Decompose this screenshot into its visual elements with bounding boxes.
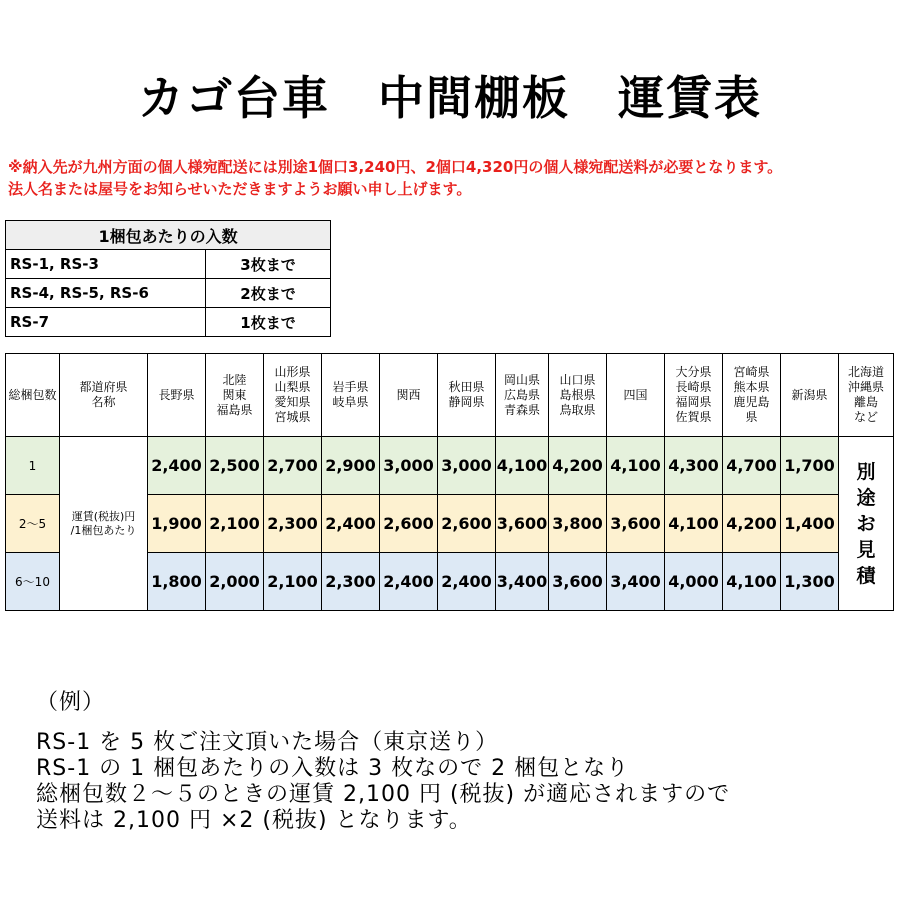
page-title: カゴ台車 中間棚板 運賃表 (138, 71, 762, 125)
example-line: RS-1 の 1 梱包あたりの入数は 3 枚なので 2 梱包となり (36, 756, 630, 781)
rate-cell: 2,400 (380, 553, 438, 611)
rate-cell: 2,400 (148, 437, 206, 495)
rate-cell: 2,700 (264, 437, 322, 495)
shipping-notice (8, 156, 898, 200)
rate-cell: 2,600 (438, 495, 496, 553)
rate-cell: 4,700 (723, 437, 781, 495)
notice-line-2: 法人名または屋号をお知らせいただきますようお願い申し上げます。 (8, 180, 472, 198)
rate-cell: 3,000 (380, 437, 438, 495)
rate-cell: 4,100 (665, 495, 723, 553)
rate-cell: 3,600 (496, 495, 549, 553)
package-count-table (5, 220, 331, 337)
region-header: 新潟県 (781, 354, 839, 437)
region-header: 四国 (607, 354, 665, 437)
package-count: 1枚まで (206, 308, 331, 337)
rate-cell: 2,900 (322, 437, 380, 495)
example-heading: （例） (36, 690, 106, 715)
example-line: 送料は 2,100 円 ×2 (税抜) となります。 (36, 808, 472, 833)
region-header: 山口県 島根県 鳥取県 (549, 354, 607, 437)
tier-header: 総梱包数 (6, 354, 60, 437)
notice-line-1: ※納入先が九州方面の個人様宛配送には別途1個口3,240円、2個口4,320円の個人様宛配送料が必要となります。 (8, 158, 783, 176)
region-header: 山形県 山梨県 愛知県 宮城県 (264, 354, 322, 437)
package-table-header: 1梱包あたりの入数 (6, 221, 331, 250)
rate-row (6, 437, 894, 495)
rate-cell: 2,300 (264, 495, 322, 553)
rate-cell: 2,100 (206, 495, 264, 553)
rate-cell: 3,000 (438, 437, 496, 495)
region-header: 北陸 関東 福島県 (206, 354, 264, 437)
region-header: 大分県 長崎県 福岡県 佐賀県 (665, 354, 723, 437)
region-header: 北海道 沖縄県 離島 など (839, 354, 894, 437)
region-header: 秋田県 静岡県 (438, 354, 496, 437)
rate-cell: 3,600 (549, 553, 607, 611)
package-count: 3枚まで (206, 250, 331, 279)
rate-cell: 1,400 (781, 495, 839, 553)
example-section (36, 690, 896, 834)
unit-label: 運賃(税抜)円 /1梱包あたり (60, 437, 148, 611)
rate-cell: 1,900 (148, 495, 206, 553)
package-count: 2枚まで (206, 279, 331, 308)
rate-cell: 4,200 (723, 495, 781, 553)
rate-cell: 1,300 (781, 553, 839, 611)
rate-cell: 2,100 (264, 553, 322, 611)
rate-cell: 4,000 (665, 553, 723, 611)
rate-cell: 4,100 (607, 437, 665, 495)
rate-cell: 1,700 (781, 437, 839, 495)
region-header: 長野県 (148, 354, 206, 437)
rate-cell: 3,600 (607, 495, 665, 553)
rate-cell: 4,100 (496, 437, 549, 495)
rate-cell: 1,800 (148, 553, 206, 611)
tier-cell: 1 (6, 437, 60, 495)
special-quote-label: 別 途 お 見 積 (839, 437, 894, 611)
rate-cell: 2,500 (206, 437, 264, 495)
rate-cell: 2,600 (380, 495, 438, 553)
example-line: RS-1 を 5 枚ご注文頂いた場合（東京送り） (36, 730, 499, 755)
package-models: RS-4, RS-5, RS-6 (6, 279, 206, 308)
package-models: RS-1, RS-3 (6, 250, 206, 279)
region-header: 岩手県 岐阜県 (322, 354, 380, 437)
rate-cell: 4,200 (549, 437, 607, 495)
example-line: 総梱包数２～５のときの運賃 2,100 円 (税抜) が適応されますので (36, 782, 731, 807)
rate-table-header-row (6, 354, 894, 437)
region-header: 宮崎県 熊本県 鹿児島 県 (723, 354, 781, 437)
tier-cell: 6〜10 (6, 553, 60, 611)
region-header: 岡山県 広島県 青森県 (496, 354, 549, 437)
rate-cell: 3,400 (496, 553, 549, 611)
rate-cell: 4,300 (665, 437, 723, 495)
region-header: 関西 (380, 354, 438, 437)
shipping-rate-table (5, 353, 894, 611)
rate-cell: 3,800 (549, 495, 607, 553)
package-row (6, 308, 331, 337)
rate-cell: 2,400 (438, 553, 496, 611)
rate-cell: 2,300 (322, 553, 380, 611)
package-row (6, 250, 331, 279)
tier-cell: 2〜5 (6, 495, 60, 553)
rate-cell: 3,400 (607, 553, 665, 611)
rate-cell: 2,400 (322, 495, 380, 553)
prefecture-header: 都道府県 名称 (60, 354, 148, 437)
rate-cell: 4,100 (723, 553, 781, 611)
package-row (6, 279, 331, 308)
package-models: RS-7 (6, 308, 206, 337)
rate-cell: 2,000 (206, 553, 264, 611)
